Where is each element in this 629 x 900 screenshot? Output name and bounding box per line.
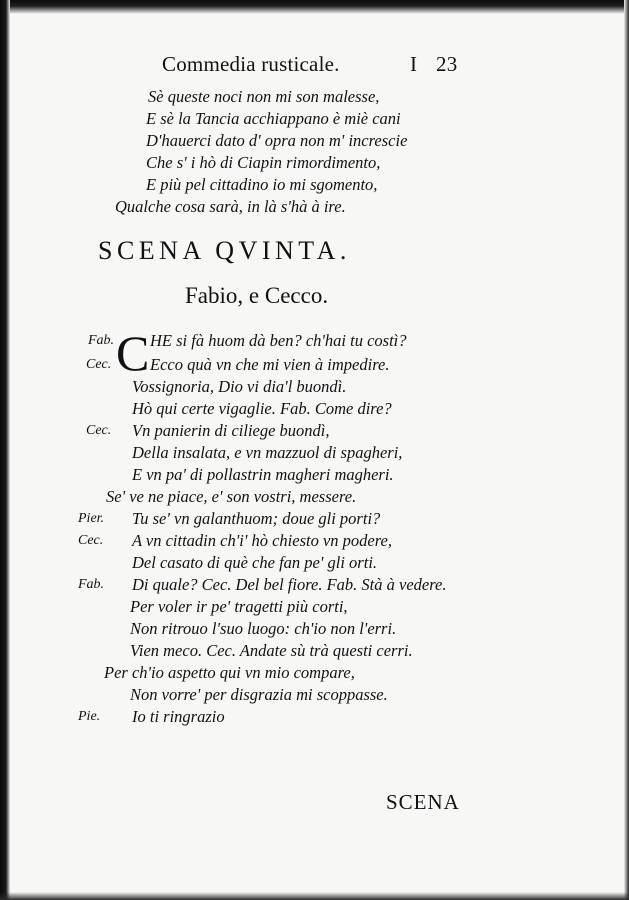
dialogue-line: Hò qui certe vigaglie. Fab. Come dire? (132, 399, 392, 418)
running-header (162, 52, 482, 82)
page-number: 23 (436, 52, 458, 76)
running-title: Commedia rusticale. (162, 52, 340, 76)
verse-line: Che s' i hò di Ciapin rimordimento, (146, 153, 381, 172)
dialogue-line: Io ti ringrazio (132, 707, 225, 726)
page-left-edge (0, 0, 10, 900)
page-top-edge (0, 0, 629, 14)
dialogue-line: Vn panierin di ciliege buondì, (132, 421, 330, 440)
speaker-label: Cec. (86, 357, 112, 372)
dialogue-line: Per ch'io aspetto qui vn mio compare, (104, 663, 355, 682)
speaker-label: Fab. (88, 333, 115, 348)
verse-line: E più pel cittadino io mi sgomento, (146, 175, 378, 194)
dialogue-line: Non ritrouo l'suo luogo: ch'io non l'erri. (130, 619, 397, 638)
dialogue-line: A vn cittadin ch'i' hò chiesto vn podere, (132, 531, 392, 550)
dialogue-line: Vossignoria, Dio vi dia'l buondì. (132, 377, 347, 396)
speaker-label: Cec. (78, 533, 104, 548)
dialogue-line: Se' ve ne piace, e' son vostri, messere. (106, 487, 357, 506)
page-bottom-edge (0, 892, 629, 900)
scene-characters: Fabio, e Cecco. (185, 283, 329, 308)
dialogue-line: Vien meco. Cec. Andate sù trà questi cerri. (130, 641, 413, 660)
verse-line: Qualche cosa sarà, in là s'hà à ire. (115, 197, 346, 216)
scene-title: SCENA QVINTA. (98, 236, 351, 265)
dialogue-line: Di quale? Cec. Del bel fiore. Fab. Stà à vedere. (132, 575, 447, 594)
dialogue-line: Tu se' vn galanthuom; doue gli porti? (132, 509, 381, 528)
dialogue-line: Per voler ir pe' tragetti più corti, (130, 597, 348, 616)
drop-capital: C (116, 325, 150, 381)
verse-line: Sè queste noci non mi son malesse, (148, 87, 380, 106)
catchword: SCENA (386, 790, 460, 814)
speaker-label: Pier. (78, 511, 105, 526)
verse-line: D'hauerci dato d' opra non m' increscie (146, 131, 408, 150)
dialogue-line: E vn pa' di pollastrin magheri magheri. (132, 465, 394, 484)
dialogue-line: Ecco quà vn che mi vien à impedire. (150, 355, 390, 374)
speaker-label: Pie. (78, 709, 101, 724)
page-right-edge (624, 0, 629, 900)
speaker-label: Fab. (78, 577, 105, 592)
verse-line: E sè la Tancia acchiappano è miè cani (146, 109, 401, 128)
dialogue-line: Non vorre' per disgrazia mi scoppasse. (130, 685, 388, 704)
signature-mark: I (410, 52, 418, 76)
dialogue-line: Del casato di què che fan pe' gli orti. (132, 553, 378, 572)
speaker-label: Cec. (86, 423, 112, 438)
dialogue-line: Della insalata, e vn mazzuol di spagheri, (132, 443, 403, 462)
dialogue-first-line: HE si fà huom dà ben? ch'hai tu costì? (150, 331, 407, 350)
